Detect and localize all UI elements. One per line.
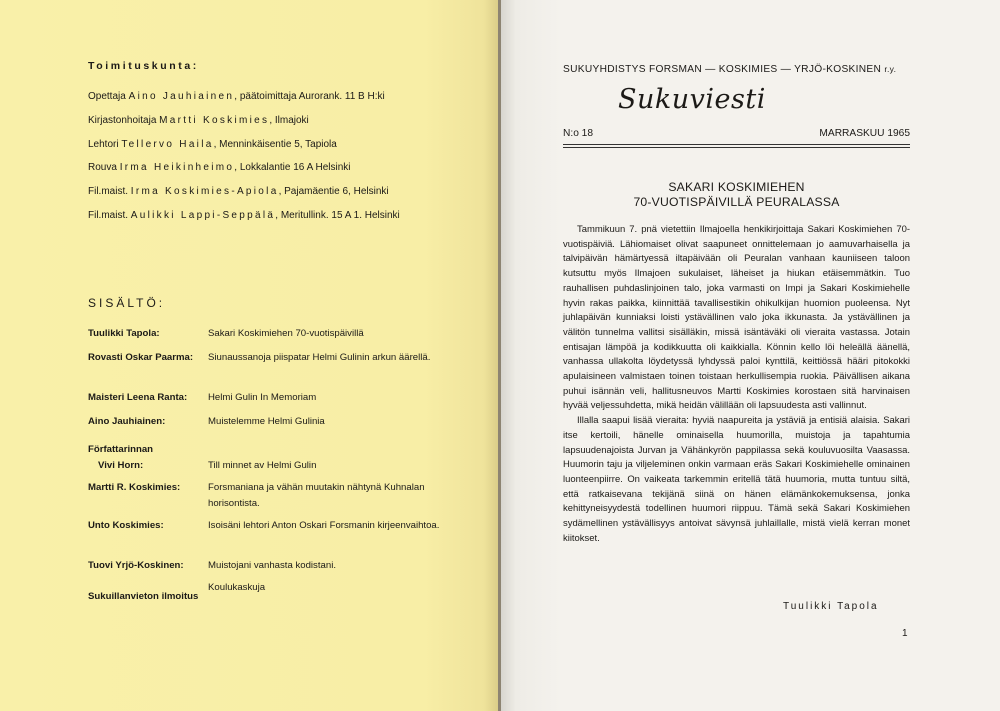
masthead-title: Sukuviesti	[618, 84, 766, 115]
contents-row	[88, 480, 448, 518]
contents-author: Unto Koskimies:	[88, 520, 164, 531]
contents-title: Isoisäni lehtori Anton Oskari Forsmanin kirjeenvaihtoa.	[208, 520, 440, 531]
contents-title: Muistojani vanhasta kodistani.	[208, 560, 336, 571]
staff-name: Aino Jauhiainen	[128, 91, 235, 102]
staff-info: , Meritullink. 15 A 1. Helsinki	[275, 209, 400, 221]
contents-title: Till minnet av Helmi Gulin	[208, 460, 317, 471]
contents-title: Sakari Koskimiehen 70-vuotispäivillä	[208, 328, 364, 339]
masthead-rule-top	[563, 144, 910, 145]
society-name: SUKUYHDISTYS FORSMAN — KOSKIMIES — YRJÖ-KOSKINEN	[563, 64, 882, 75]
article-title-line: 70-VUOTISPÄIVILLÄ PEURALASSA	[633, 195, 840, 209]
contents-row	[88, 558, 448, 580]
issue-info-row	[563, 128, 910, 139]
staff-info: , Menninkäisentie 5, Tapiola	[213, 138, 337, 150]
contents-author-line: Vivi Horn:	[98, 460, 144, 471]
society-name-line	[563, 64, 923, 75]
article-title-line: SAKARI KOSKIMIEHEN	[668, 180, 805, 194]
editorial-staff-list	[88, 90, 468, 233]
contents-heading: SISÄLTÖ:	[88, 296, 166, 310]
contents-author: Tuulikki Tapola:	[88, 328, 160, 339]
contents-author-line: Författarinnan	[88, 444, 154, 455]
staff-name: Irma Heikinheimo	[119, 162, 235, 174]
issue-number: N:o 18	[563, 128, 594, 139]
article-signature: Tuulikki Tapola	[783, 601, 879, 612]
contents-title: Forsmaniana ja vähän muutakin nähtynä Kuhnalan horisontista.	[208, 482, 425, 509]
staff-row	[88, 161, 468, 185]
contents-author: Rovasti Oskar Paarma:	[88, 352, 194, 363]
article-body	[563, 223, 910, 546]
staff-name: Aulikki Lappi-Seppälä	[130, 209, 276, 221]
issue-date: MARRASKUU 1965	[819, 128, 910, 139]
contents-row	[88, 518, 448, 558]
staff-info: , Pajamäentie 6, Helsinki	[278, 186, 389, 198]
contents-row	[88, 442, 448, 480]
article-paragraph: Illalla saapui lisää vieraita: hyviä naapureita ja ystäviä ja entisiä alaisia. Sakari itse kertoili, hänelle ominaisella huumorilla, muistoja ja tapahtumia lapsuudenajoista Jurvan ja Vähänkyrön pappilassa sekä kouluvuosilta Vaasassa. Huumorin taju ja viljeleminen onkin varmaan eräs Sakari Koskimiehelle ominainen luonteenpiirre. On vaikeata tarkemmin eritellä tätä huumoria, mutta tuntuu siltä, että ratkaisevana tekijänä siinä on hänen elämänkokemuksensa, jonka kehittyneisyydestä todellinen huumori riippuu. Tämä sekä Sakari Koskimiehen sydämellinen ystävällisyys antoivat sävynsä juhlaillalle, mistä vielä kerran monet kiitokset.	[563, 415, 910, 544]
staff-row	[88, 185, 468, 209]
staff-info: , päätoimittaja Aurorank. 11 B H:ki	[234, 91, 385, 102]
staff-info: , Lokkalantie 16 A Helsinki	[234, 162, 351, 174]
table-of-contents	[88, 326, 448, 600]
staff-title: Lehtori	[88, 138, 119, 150]
staff-name: Tellervo Haila	[121, 138, 214, 150]
staff-title: Fil.maist.	[88, 186, 128, 198]
staff-info: , Ilmajoki	[269, 114, 309, 126]
masthead-rule-bottom	[563, 147, 910, 148]
staff-row	[88, 114, 468, 138]
staff-title: Fil.maist.	[88, 209, 128, 221]
staff-row	[88, 209, 468, 233]
contents-author: Martti R. Koskimies:	[88, 482, 181, 493]
contents-title: Koulukaskuja	[208, 582, 266, 593]
staff-row	[88, 138, 468, 162]
contents-title: Siunaussanoja piispatar Helmi Gulinin arkun äärellä.	[208, 352, 431, 363]
contents-author: Maisteri Leena Ranta:	[88, 392, 188, 403]
page-number: 1	[902, 628, 908, 639]
family-evening-announcement: Sukuillanvieton ilmoitus	[88, 591, 199, 602]
contents-row	[88, 390, 448, 414]
staff-title: Opettaja	[88, 91, 126, 102]
contents-author: Aino Jauhiainen:	[88, 416, 166, 427]
staff-title: Rouva	[88, 162, 117, 174]
contents-row	[88, 326, 448, 350]
editorial-staff-heading: Toimituskunta:	[88, 60, 199, 72]
contents-title: Muistelemme Helmi Gulinia	[208, 416, 325, 427]
article-paragraph: Tammikuun 7. pnä vietettiin Ilmajoella henkikirjoittaja Sakari Koskimiehen 70-vuotispäiviä. Lähiomaiset olivat saapuneet onnittelemaan jo aamuvarhaisella ja talvipäivän hämärtyessä iltapäivään oli Peuralan vanhaan kauniiseen taloon kutsuttu myös Ilmajoen sukulaiset, läheiset ja hiukan etäisemmätkin. Tuo rauhallisen puhdaslinjoinen talo, joka varmasti on Impi ja Sakari Koskimiehelle hyvin rakas paikka, kiinnittää tavallisestikin ohikulkijan huomion puoleensa. Nyt juhlapäivän kunniaksi loisti ystävällinen valo joka ikkunasta. Ja ystävällinen ja välitön tunnelma vallitsi sisälläkin, missä isäntäväki oli vieraita vastassa. Jotain entisajan lämpöä ja kodikkuutta oli kaikkialla. Könnin kello löi heleällä äänellä, vanhassa ullakolta löydetyssä lyhdyssä paloi kynttilä, keittiössä hääri pitokokki apulaisineen valmistaen toinen toistaan herkullisempia ruokia. Päivällisen aikana puhui isännän veli, hallitusneuvos Martti Koskimies korostaen sitä harvinaisen hyvää veljessuhdetta, mikä heidän välillään oli lapsuudesta asti vallinnut.	[563, 224, 910, 412]
staff-title: Kirjastonhoitaja	[88, 114, 157, 126]
contents-row	[88, 414, 448, 442]
contents-row	[88, 350, 448, 390]
contents-author	[88, 442, 208, 480]
society-suffix: r.y.	[884, 64, 897, 74]
contents-title: Helmi Gulin In Memoriam	[208, 392, 317, 403]
article-title	[563, 180, 910, 210]
contents-author: Tuovi Yrjö-Koskinen:	[88, 560, 184, 571]
staff-name: Irma Koskimies-Apiola	[130, 186, 279, 198]
staff-name: Martti Koskimies	[159, 114, 270, 126]
staff-row	[88, 90, 468, 114]
